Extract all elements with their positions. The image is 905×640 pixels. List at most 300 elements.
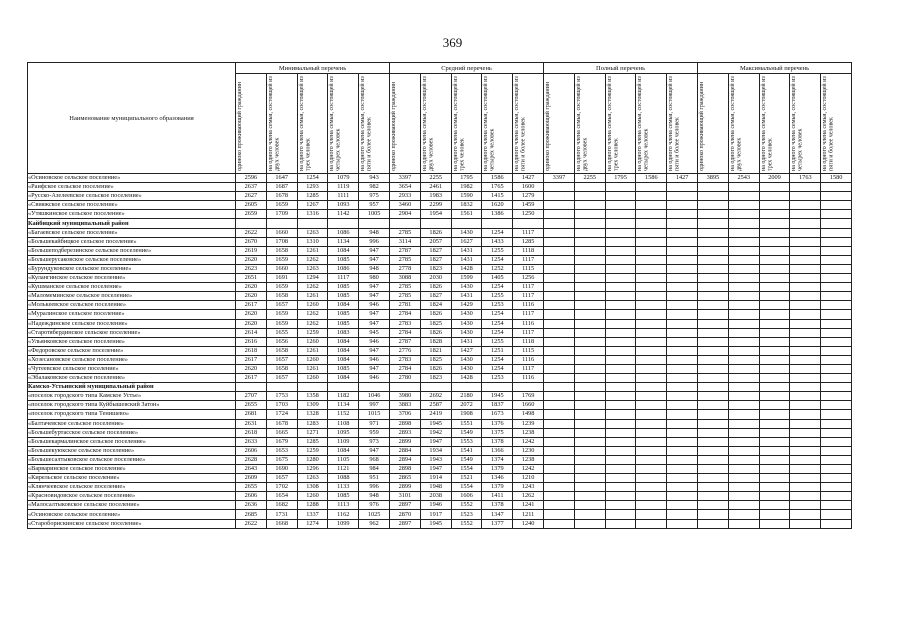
value-cell: 1254: [482, 283, 513, 292]
value-cell: [821, 519, 852, 528]
subcolumn-header: [636, 74, 667, 174]
value-cell: [667, 492, 698, 501]
subcolumn-header-label: на одного члена семьи, состоящей из трех человек: [760, 76, 774, 171]
value-cell: [728, 401, 759, 410]
value-cell: [728, 483, 759, 492]
value-cell: 1459: [513, 201, 544, 210]
value-cell: 2618: [236, 428, 267, 437]
value-cell: [821, 246, 852, 255]
value-cell: 1431: [451, 255, 482, 264]
value-cell: 2596: [236, 174, 267, 183]
value-cell: 1826: [420, 283, 451, 292]
value-cell: 2619: [236, 246, 267, 255]
value-cell: [759, 210, 790, 219]
value-cell: [605, 419, 636, 428]
value-cell: 2899: [390, 437, 421, 446]
value-cell: [574, 292, 605, 301]
value-cell: [574, 228, 605, 237]
value-cell: 1428: [451, 264, 482, 273]
municipality-name: «Ульянковское сельское поселение»: [28, 337, 236, 346]
value-cell: [728, 428, 759, 437]
value-cell: [821, 374, 852, 383]
value-cell: [605, 210, 636, 219]
value-cell: [728, 264, 759, 273]
value-cell: 1627: [451, 237, 482, 246]
value-cell: 1655: [266, 328, 297, 337]
value-cell: [636, 501, 667, 510]
value-cell: 1260: [297, 301, 328, 310]
value-cell: 2898: [390, 465, 421, 474]
subcolumn-header: [605, 74, 636, 174]
value-cell: [790, 264, 821, 273]
value-cell: 1654: [266, 492, 297, 501]
value-cell: [759, 337, 790, 346]
value-cell: [728, 183, 759, 192]
value-cell: 2620: [236, 283, 267, 292]
value-cell: 1117: [513, 364, 544, 373]
value-cell: 1703: [266, 401, 297, 410]
value-cell: [605, 246, 636, 255]
value-cell: [574, 310, 605, 319]
value-cell: 1117: [513, 255, 544, 264]
value-cell: [759, 255, 790, 264]
value-cell: [821, 192, 852, 201]
value-cell: [451, 383, 482, 392]
value-cell: [636, 428, 667, 437]
value-cell: [544, 292, 575, 301]
value-cell: [636, 383, 667, 392]
value-cell: 1433: [482, 237, 513, 246]
value-cell: 3114: [390, 237, 421, 246]
value-cell: 1283: [297, 419, 328, 428]
value-cell: 1250: [513, 210, 544, 219]
value-cell: [544, 364, 575, 373]
value-cell: 2622: [236, 228, 267, 237]
value-cell: [544, 355, 575, 364]
subcolumn-header-label: на одного члена семьи, состоящей из двух человек: [267, 76, 281, 171]
value-cell: [698, 410, 729, 419]
value-cell: [605, 274, 636, 283]
value-cell: 2616: [236, 337, 267, 346]
value-cell: [574, 183, 605, 192]
value-cell: 1709: [266, 210, 297, 219]
value-cell: 1687: [266, 183, 297, 192]
municipality-name: «Кушманское сельское поселение»: [28, 283, 236, 292]
value-cell: 1084: [328, 446, 359, 455]
value-cell: 1296: [297, 465, 328, 474]
table-row: [28, 228, 852, 237]
value-cell: [698, 383, 729, 392]
value-cell: 1162: [328, 510, 359, 519]
table-row: [28, 455, 852, 464]
value-cell: 2617: [236, 301, 267, 310]
value-cell: [636, 274, 667, 283]
value-cell: [667, 455, 698, 464]
subcolumn-header: [236, 74, 267, 174]
value-cell: 2787: [390, 337, 421, 346]
value-cell: [605, 264, 636, 273]
value-cell: 1241: [513, 501, 544, 510]
value-cell: [544, 437, 575, 446]
value-cell: 1541: [451, 446, 482, 455]
value-cell: 2543: [728, 174, 759, 183]
value-cell: [698, 474, 729, 483]
value-cell: 2620: [236, 319, 267, 328]
value-cell: 1111: [328, 192, 359, 201]
value-cell: 1084: [328, 374, 359, 383]
value-cell: 3101: [390, 492, 421, 501]
value-cell: [667, 419, 698, 428]
subcolumn-header-label: на одного члена семьи, состоящей из двух человек: [575, 76, 589, 171]
value-cell: 1085: [328, 492, 359, 501]
value-cell: 968: [359, 455, 390, 464]
value-cell: 1427: [451, 346, 482, 355]
subcolumn-header-label: одиноко проживающий гражданин: [699, 82, 706, 171]
value-cell: [636, 219, 667, 228]
value-cell: [667, 319, 698, 328]
value-cell: [544, 392, 575, 401]
value-cell: [790, 210, 821, 219]
value-cell: 1254: [482, 364, 513, 373]
value-cell: 1262: [513, 492, 544, 501]
value-cell: 1826: [420, 364, 451, 373]
value-cell: [544, 465, 575, 474]
value-cell: [759, 483, 790, 492]
value-cell: 973: [359, 437, 390, 446]
value-cell: 2620: [236, 292, 267, 301]
value-cell: 1274: [297, 519, 328, 528]
value-cell: [544, 310, 575, 319]
municipality-name: «Осиновское сельское поселение»: [28, 174, 236, 183]
value-cell: [759, 501, 790, 510]
value-cell: 1837: [482, 401, 513, 410]
value-cell: [821, 274, 852, 283]
value-cell: [698, 274, 729, 283]
value-cell: 1377: [482, 519, 513, 528]
value-cell: [544, 510, 575, 519]
value-cell: [605, 255, 636, 264]
value-cell: [574, 483, 605, 492]
value-cell: [605, 519, 636, 528]
value-cell: 1260: [297, 374, 328, 383]
value-cell: 1210: [513, 474, 544, 483]
value-cell: 1261: [297, 246, 328, 255]
value-cell: [698, 237, 729, 246]
value-cell: 1116: [513, 355, 544, 364]
value-cell: 1116: [513, 301, 544, 310]
value-cell: 1086: [328, 228, 359, 237]
value-cell: [667, 401, 698, 410]
value-cell: [790, 292, 821, 301]
value-cell: 1025: [359, 510, 390, 519]
municipality-name: «Большекайбицкое сельское поселение»: [28, 237, 236, 246]
value-cell: 1498: [513, 410, 544, 419]
value-cell: 1765: [482, 183, 513, 192]
value-cell: [667, 255, 698, 264]
value-cell: [236, 383, 267, 392]
value-cell: [698, 437, 729, 446]
value-cell: 1083: [328, 328, 359, 337]
value-cell: 1658: [266, 292, 297, 301]
value-cell: [821, 401, 852, 410]
value-cell: [544, 346, 575, 355]
value-cell: 1085: [328, 292, 359, 301]
subcolumn-header: [390, 74, 421, 174]
value-cell: 3883: [390, 401, 421, 410]
value-cell: 1660: [266, 228, 297, 237]
value-cell: [790, 419, 821, 428]
value-cell: 2785: [390, 292, 421, 301]
value-cell: 1378: [482, 437, 513, 446]
value-cell: 1947: [420, 437, 451, 446]
value-cell: [544, 255, 575, 264]
value-cell: [728, 474, 759, 483]
value-cell: [574, 455, 605, 464]
value-cell: [574, 510, 605, 519]
value-cell: [698, 455, 729, 464]
value-cell: [544, 274, 575, 283]
value-cell: [605, 219, 636, 228]
value-cell: 1261: [297, 346, 328, 355]
value-cell: 1982: [451, 183, 482, 192]
value-cell: [698, 355, 729, 364]
value-cell: [544, 383, 575, 392]
value-cell: 1826: [420, 310, 451, 319]
value-cell: 1690: [266, 465, 297, 474]
value-cell: [759, 474, 790, 483]
value-cell: 1115: [513, 346, 544, 355]
table-row: [28, 319, 852, 328]
value-cell: [667, 219, 698, 228]
value-cell: [821, 183, 852, 192]
value-cell: 1121: [328, 465, 359, 474]
value-cell: 1117: [513, 228, 544, 237]
value-cell: [759, 410, 790, 419]
table-row: [28, 301, 852, 310]
value-cell: 1551: [451, 419, 482, 428]
value-cell: [574, 219, 605, 228]
value-cell: 948: [359, 228, 390, 237]
value-cell: 2180: [451, 392, 482, 401]
value-cell: 948: [359, 492, 390, 501]
value-cell: [821, 355, 852, 364]
table-row: [28, 174, 852, 183]
value-cell: 2933: [390, 192, 421, 201]
value-cell: [821, 364, 852, 373]
value-cell: [544, 237, 575, 246]
value-cell: [574, 446, 605, 455]
value-cell: 1708: [266, 237, 297, 246]
value-cell: 1294: [297, 274, 328, 283]
value-cell: 945: [359, 328, 390, 337]
value-cell: 1908: [451, 410, 482, 419]
value-cell: [605, 437, 636, 446]
table-row: [28, 355, 852, 364]
value-cell: 1826: [420, 328, 451, 337]
value-cell: [821, 228, 852, 237]
value-cell: 1113: [328, 501, 359, 510]
value-cell: [728, 328, 759, 337]
value-cell: 1943: [420, 455, 451, 464]
table-row: [28, 419, 852, 428]
value-cell: 2651: [236, 274, 267, 283]
value-cell: 2614: [236, 328, 267, 337]
subcolumn-header: [328, 74, 359, 174]
value-cell: [698, 301, 729, 310]
value-cell: 1117: [513, 328, 544, 337]
value-cell: [698, 483, 729, 492]
value-cell: [636, 419, 667, 428]
municipality-name: «Кирельское сельское поселение»: [28, 474, 236, 483]
value-cell: 3460: [390, 201, 421, 210]
value-cell: [667, 483, 698, 492]
value-cell: 1658: [266, 364, 297, 373]
value-cell: [667, 183, 698, 192]
value-cell: [482, 219, 513, 228]
value-cell: [574, 501, 605, 510]
subcolumn-header-label: на одного члена семьи, состоящей из четырех человек: [329, 76, 342, 171]
municipality-name: «Балтачевское сельское поселение»: [28, 419, 236, 428]
value-cell: [790, 255, 821, 264]
value-cell: [698, 392, 729, 401]
value-cell: 2609: [236, 474, 267, 483]
value-cell: [544, 228, 575, 237]
value-cell: 2893: [390, 428, 421, 437]
value-cell: [605, 328, 636, 337]
value-cell: 1827: [420, 246, 451, 255]
value-cell: 1253: [482, 374, 513, 383]
value-cell: [790, 383, 821, 392]
value-cell: 1659: [266, 255, 297, 264]
value-cell: 1658: [266, 346, 297, 355]
value-cell: [636, 492, 667, 501]
subcolumn-header-label: на одного члена семьи, состоящей из пяти и более человек: [822, 76, 835, 171]
value-cell: [759, 446, 790, 455]
value-cell: 947: [359, 310, 390, 319]
municipality-name: «Русско-Азелеевское сельское поселение»: [28, 192, 236, 201]
value-cell: 2784: [390, 364, 421, 373]
municipality-name: «поселок городского типа Тенишево»: [28, 410, 236, 419]
value-cell: 1347: [482, 510, 513, 519]
value-cell: [759, 465, 790, 474]
value-cell: [574, 319, 605, 328]
value-cell: 1428: [451, 374, 482, 383]
value-cell: 1942: [420, 428, 451, 437]
value-cell: [605, 319, 636, 328]
value-cell: 1553: [451, 437, 482, 446]
value-cell: 1945: [420, 419, 451, 428]
value-cell: [605, 228, 636, 237]
value-cell: [790, 410, 821, 419]
subcolumn-header-label: на одного члена семьи, состоящей из двух человек: [729, 76, 743, 171]
value-cell: [636, 228, 667, 237]
value-cell: [328, 219, 359, 228]
value-cell: 1260: [297, 492, 328, 501]
value-cell: [728, 301, 759, 310]
value-cell: [790, 474, 821, 483]
value-cell: 1085: [328, 364, 359, 373]
value-cell: [698, 183, 729, 192]
value-cell: [544, 483, 575, 492]
value-cell: [636, 510, 667, 519]
value-cell: 1015: [359, 410, 390, 419]
value-cell: [821, 319, 852, 328]
value-cell: 947: [359, 446, 390, 455]
value-cell: 1682: [266, 501, 297, 510]
value-cell: [451, 219, 482, 228]
value-cell: [574, 364, 605, 373]
value-cell: 1262: [297, 310, 328, 319]
value-cell: 1263: [297, 264, 328, 273]
value-cell: 1659: [266, 283, 297, 292]
value-cell: [790, 465, 821, 474]
value-cell: 2785: [390, 283, 421, 292]
value-cell: 1521: [451, 474, 482, 483]
value-cell: 2038: [420, 492, 451, 501]
value-cell: 2778: [390, 264, 421, 273]
value-cell: 1954: [420, 210, 451, 219]
value-cell: [790, 364, 821, 373]
value-cell: 2865: [390, 474, 421, 483]
value-cell: [790, 246, 821, 255]
subcolumn-header: [544, 74, 575, 174]
table-row: [28, 255, 852, 264]
value-cell: 1427: [667, 174, 698, 183]
subcolumn-header: [482, 74, 513, 174]
value-cell: 1599: [451, 274, 482, 283]
value-cell: [605, 283, 636, 292]
value-cell: [790, 355, 821, 364]
subcolumn-header-label: на одного члена семьи, состоящей из четырех человек: [483, 76, 496, 171]
value-cell: [790, 401, 821, 410]
value-cell: 1554: [451, 483, 482, 492]
value-cell: [636, 255, 667, 264]
value-cell: 947: [359, 292, 390, 301]
value-cell: 1182: [328, 392, 359, 401]
value-cell: [636, 310, 667, 319]
value-cell: [759, 264, 790, 273]
value-cell: 1108: [328, 419, 359, 428]
value-cell: 1620: [482, 201, 513, 210]
subcolumn-header: [698, 74, 729, 174]
value-cell: 1430: [451, 283, 482, 292]
value-cell: [513, 219, 544, 228]
value-cell: 1255: [482, 337, 513, 346]
value-cell: [605, 292, 636, 301]
municipality-name: «Большеподберезинское сельское поселение»: [28, 246, 236, 255]
value-cell: 1431: [451, 246, 482, 255]
value-cell: 2461: [420, 183, 451, 192]
value-cell: 1659: [266, 201, 297, 210]
value-cell: 1660: [266, 264, 297, 273]
value-cell: 1105: [328, 455, 359, 464]
value-cell: [821, 219, 852, 228]
municipality-name: «Варваринское сельское поселение»: [28, 465, 236, 474]
value-cell: 1263: [297, 228, 328, 237]
municipality-name: «Федоровское сельское поселение»: [28, 346, 236, 355]
value-cell: [759, 319, 790, 328]
value-cell: 947: [359, 364, 390, 373]
value-cell: 2870: [390, 510, 421, 519]
table-row: [28, 292, 852, 301]
value-cell: 2419: [420, 410, 451, 419]
table-row: [28, 410, 852, 419]
value-cell: 1086: [328, 264, 359, 273]
value-cell: 3397: [544, 174, 575, 183]
table-row: [28, 374, 852, 383]
value-cell: [574, 410, 605, 419]
value-cell: [544, 201, 575, 210]
